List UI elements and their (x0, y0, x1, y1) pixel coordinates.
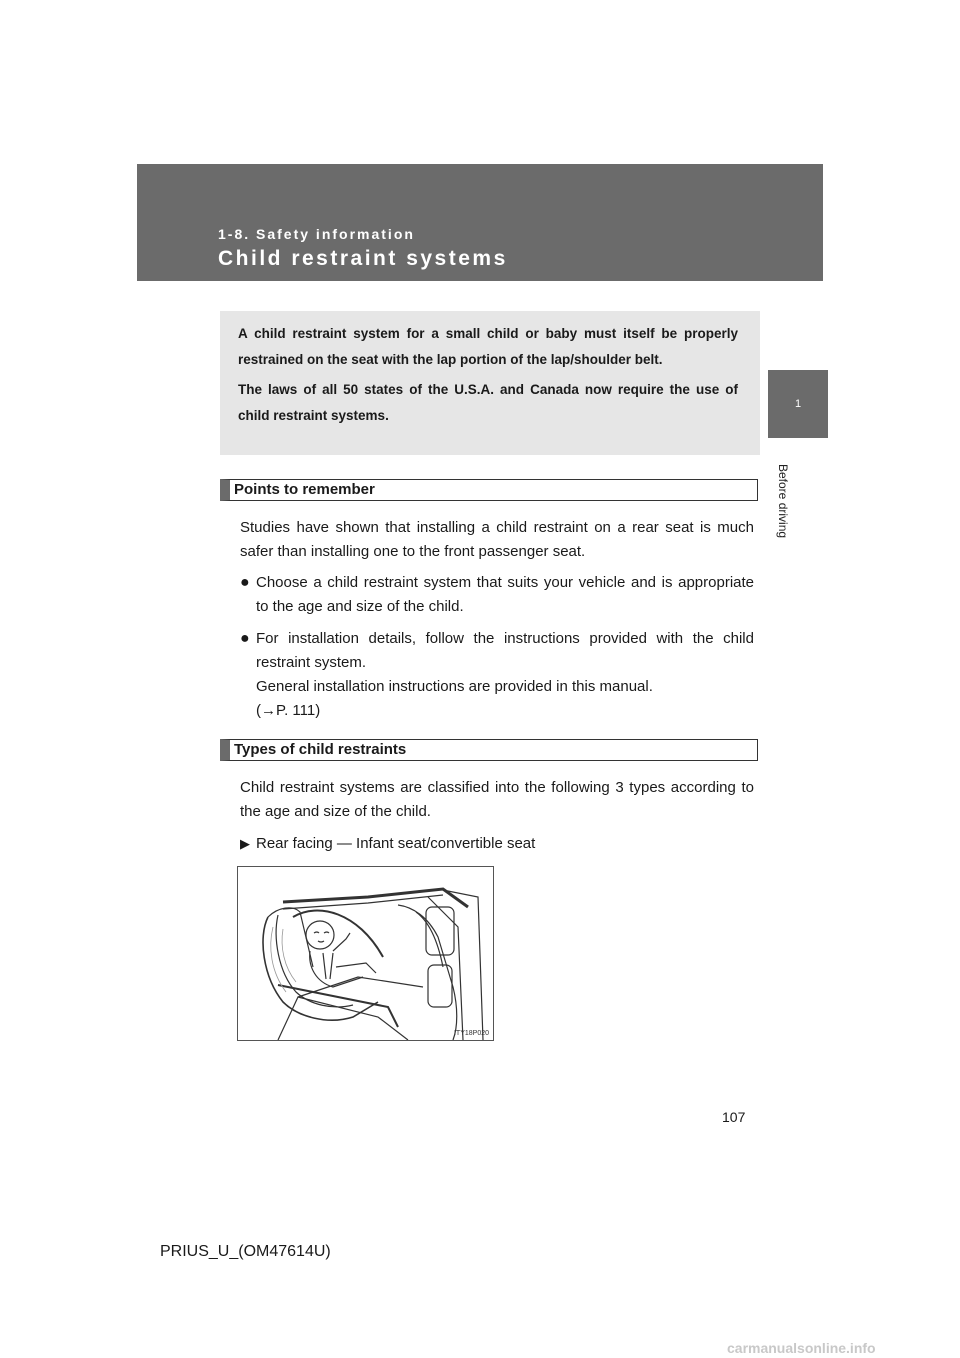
watermark: carmanualsonline.info (727, 1340, 876, 1356)
chapter-number: 1 (794, 398, 802, 410)
points-paragraph: Studies have shown that installing a child restraint on a rear seat is much safer than installing one to the front passenger seat. (240, 519, 754, 560)
section-label: 1-8. Safety information (218, 226, 415, 242)
type-item (240, 832, 754, 856)
bullet-text: For installation details, follow the instructions provided with the child restraint system. (256, 630, 754, 671)
bullet-text-line2: General installation instructions are provided in this manual. (256, 678, 653, 695)
infant-seat-illustration (238, 867, 493, 1040)
bullet-dot-icon: ● (240, 630, 250, 647)
page-number: 107 (722, 1109, 746, 1125)
footer-code: PRIUS_U_(OM47614U) (160, 1243, 331, 1260)
bullet-item (240, 571, 754, 619)
chapter-tab (768, 370, 828, 438)
intro-box (220, 311, 760, 455)
arrow-right-icon: ▶ (240, 836, 250, 851)
infant-seat-figure (237, 866, 494, 1041)
figure-code: ITY18P020 (453, 1030, 489, 1037)
header-band (137, 164, 823, 281)
chapter-label: Before driving (776, 463, 790, 539)
section-heading-points: Points to remember (220, 479, 758, 501)
intro-paragraph: The laws of all 50 states of the U.S.A. and Canada now require the use of child restraint systems. (238, 382, 738, 423)
types-paragraph: Child restraint systems are classified into the following 3 types according to the age and size of the child. (240, 779, 754, 820)
type-item-text: Rear facing — Infant seat/convertible seat (256, 835, 536, 852)
bullet-text: Choose a child restraint system that suits your vehicle and is appropriate to the age and size of the child. (256, 574, 754, 615)
page-reference-link[interactable]: (→P. 111) (256, 702, 321, 719)
intro-paragraph: A child restraint system for a small child or baby must itself be properly restrained on the seat with the lap portion of the lap/shoulder belt. (238, 326, 738, 367)
section-heading-types: Types of child restraints (220, 739, 758, 761)
bullet-item (240, 627, 754, 723)
bullet-dot-icon: ● (240, 574, 250, 591)
page-title: Child restraint systems (218, 247, 508, 270)
